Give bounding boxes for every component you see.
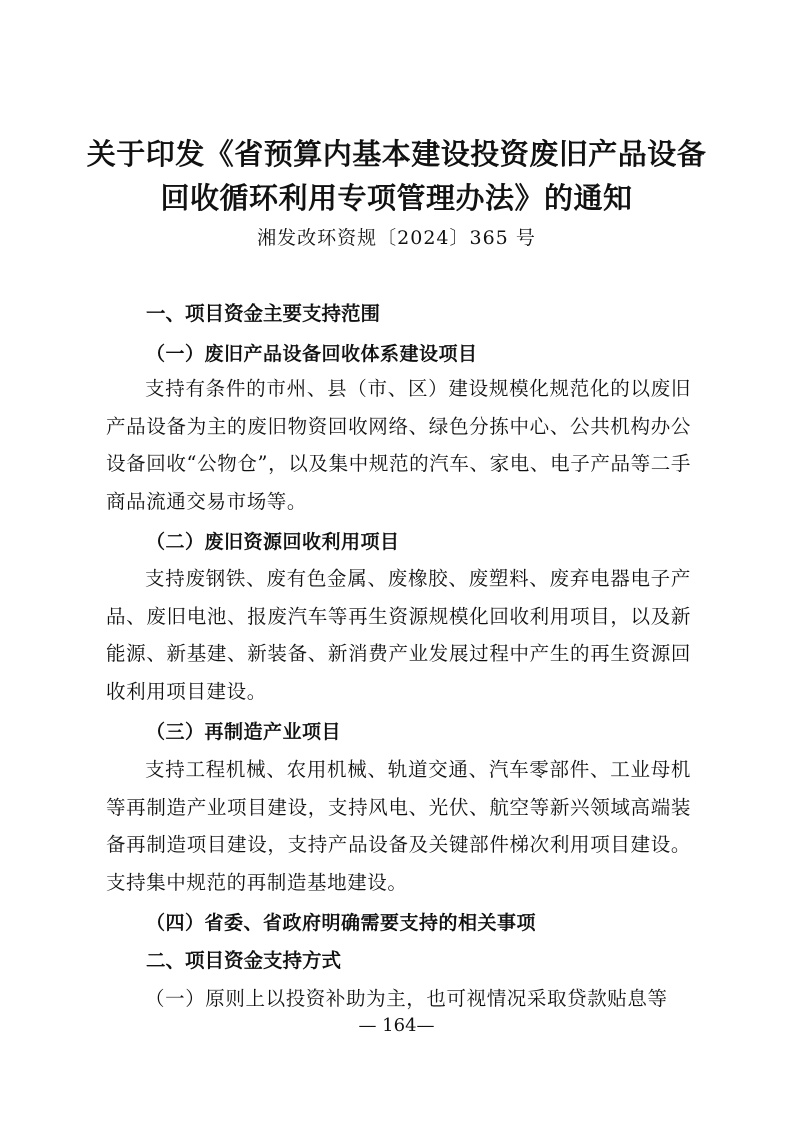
- document-title-line-2: 回收循环利用专项管理办法》的通知: [160, 181, 633, 215]
- section-1-heading: 一、项目资金主要支持范围: [146, 302, 381, 325]
- item-1-heading: （一）废旧产品设备回收体系建设项目: [146, 343, 478, 365]
- document-number: 湘发改环资规〔2024〕365 号: [257, 227, 536, 249]
- item-3-heading: （三）再制造产业项目: [146, 721, 342, 743]
- document-title-line-1: 关于印发《省预算内基本建设投资废旧产品设备: [86, 137, 707, 171]
- section-2-text: （一）原则上以投资补助为主，也可视情况采取贷款贴息等: [145, 987, 668, 1010]
- item-1-text: 支持有条件的市州、县（市、区）建设规模化规范化的以废旧产品设备为主的废旧物资回收网络、绿色分拣中心、公共机构办公设备回收“公物仓”，以及集中规范的汽车、家电、电子产品等二手商品流通交易市场等。: [106, 377, 691, 513]
- item-2-heading: （二）废旧资源回收利用项目: [146, 531, 400, 553]
- page-number: — 164—: [358, 1015, 435, 1036]
- item-3-text: 支持工程机械、农用机械、轨道交通、汽车零部件、工业母机等再制造产业项目建设，支持风电、光伏、航空等新兴领域高端装备再制造项目建设，支持产品设备及关键部件梯次利用项目建设。支持集中规范的再制造基地建设。: [106, 758, 691, 894]
- section-2-heading: 二、项目资金支持方式: [146, 949, 342, 972]
- item-2-text: 支持废钢铁、废有色金属、废橡胶、废塑料、废弃电器电子产品、废旧电池、报废汽车等再生资源规模化回收利用项目，以及新能源、新基建、新装备、新消费产业发展过程中产生的再生资源回收利用项目建设。: [106, 567, 691, 703]
- item-4-heading: （四）省委、省政府明确需要支持的相关事项: [146, 912, 537, 934]
